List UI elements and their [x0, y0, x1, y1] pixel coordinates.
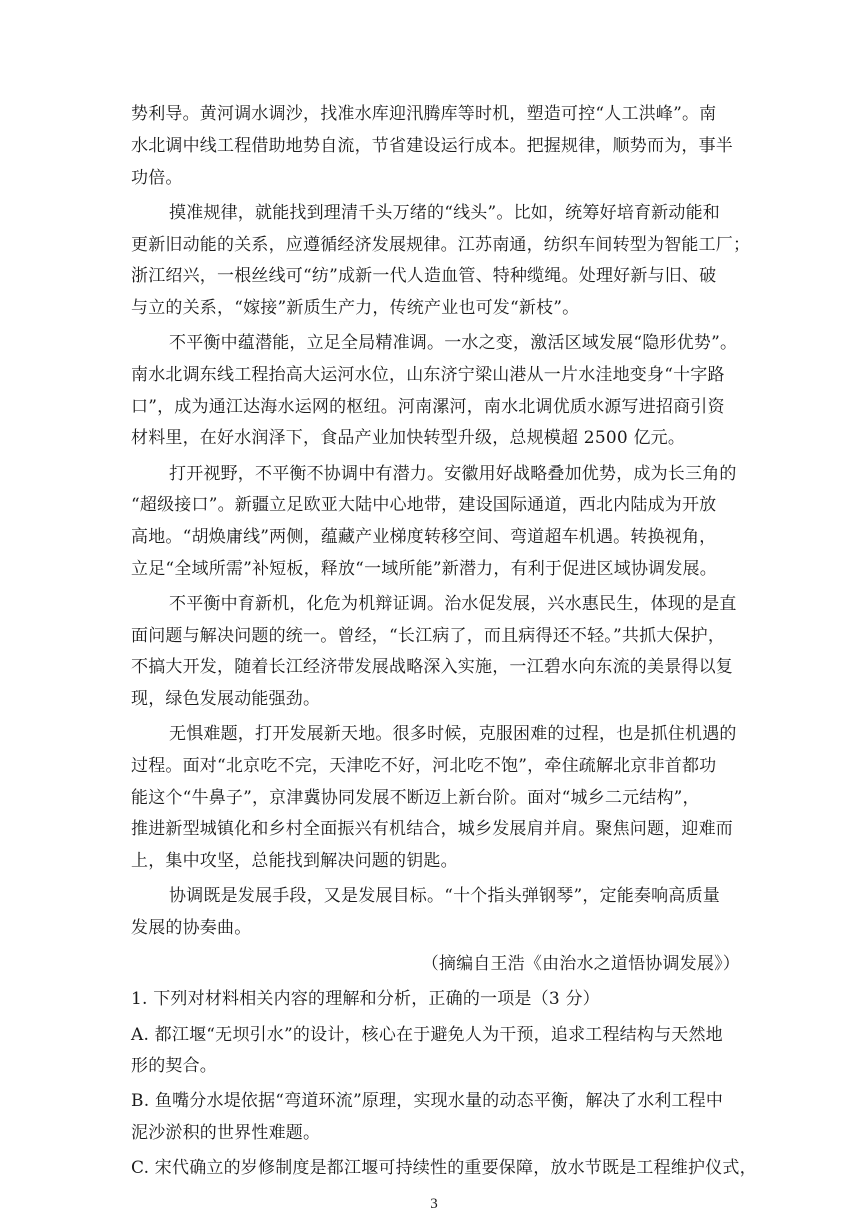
body-text-line: 面问题与解决问题的统一。曾经，“长江病了，而且病得还不轻。”共抓大保护， [131, 626, 726, 646]
body-text-line: 功倍。 [131, 168, 183, 188]
body-text-line: 口”，成为通江达海水运网的枢纽。河南漯河，南水北调优质水源写进招商引资 [131, 397, 725, 417]
option-b-line: 泥沙淤积的世界性难题。 [131, 1123, 321, 1143]
body-text-line: 不平衡中育新机，化危为机辩证调。治水促发展，兴水惠民生，体现的是直 [169, 594, 737, 614]
body-text-line: 发展的协奏曲。 [131, 918, 252, 938]
body-text-line: 南水北调东线工程抬高大运河水位，山东济宁梁山港从一片水洼地变身“十字路 [131, 365, 725, 385]
body-text-line: 摸准规律，就能找到理清千头万绪的“线头”。比如，统筹好培育新动能和 [169, 203, 720, 223]
option-c-line: C. 宋代确立的岁修制度是都江堰可持续性的重要保障，放水节既是工程维护仪式， [131, 1158, 757, 1178]
body-text-line: 更新旧动能的关系，应遵循经济发展规律。江苏南通，纺织车间转型为智能工厂； [131, 235, 751, 255]
body-text-line: 浙江绍兴，一根丝线可“纺”成新一代人造血管、特种缆绳。处理好新与旧、破 [131, 266, 717, 286]
body-text-line: 材料里，在好水润泽下，食品产业加快转型升级，总规模超 2500 亿元。 [131, 428, 686, 448]
body-text-line: 协调既是发展手段，又是发展目标。“十个指头弹钢琴”，定能奏响高质量 [169, 886, 720, 906]
body-text-line: 上，集中攻坚，总能找到解决问题的钥匙。 [131, 851, 458, 871]
body-text-line: 水北调中线工程借助地势自流，节省建设运行成本。把握规律，顺势而为，事半 [131, 136, 733, 156]
body-text-line: 过程。面对“北京吃不完，天津吃不好，河北吃不饱”，牵住疏解北京非首都功 [131, 756, 717, 776]
source-attribution: （摘编自王浩《由治水之道悟协调发展》） [421, 954, 740, 974]
body-text-line: “超级接口”。新疆立足欧亚大陆中心地带，建设国际通道，西北内陆成为开放 [131, 495, 717, 515]
body-text-line: 立足“全域所需”补短板，释放“一域所能”新潜力，有利于促进区域协调发展。 [131, 559, 717, 579]
question-stem: 1. 下列对材料相关内容的理解和分析，正确的一项是（3 分） [131, 989, 600, 1009]
body-text-line: 高地。“胡焕庸线”两侧，蕴藏产业梯度转移空间、弯道超车机遇。转换视角， [131, 527, 717, 547]
body-text-line: 无惧难题，打开发展新天地。很多时候，克服困难的过程，也是抓住机遇的 [169, 724, 737, 744]
body-text-line: 能这个“牛鼻子”，京津冀协同发展不断迈上新台阶。面对“城乡二元结构”， [131, 788, 700, 808]
page-number: 3 [430, 1196, 438, 1212]
body-text-line: 不搞大开发，随着长江经济带发展战略深入实施，一江碧水向东流的美景得以复 [131, 657, 733, 677]
body-text-line: 推进新型城镇化和乡村全面振兴有机结合，城乡发展肩并肩。聚焦问题，迎难而 [131, 819, 733, 839]
option-a-line: A. 都江堰“无坝引水”的设计，核心在于避免人为干预，追求工程结构与天然地 [131, 1025, 723, 1045]
body-text-line: 不平衡中蕴潜能，立足全局精准调。一水之变，激活区域发展“隐形优势”。 [169, 333, 738, 353]
body-text-line: 与立的关系，“嫁接”新质生产力，传统产业也可发“新枝”。 [131, 298, 580, 318]
option-b-line: B. 鱼嘴分水堤依据“弯道环流”原理，实现水量的动态平衡，解决了水利工程中 [131, 1091, 724, 1111]
option-a-line: 形的契合。 [131, 1056, 217, 1076]
body-text-line: 打开视野，不平衡不协调中有潜力。安徽用好战略叠加优势，成为长三角的 [169, 464, 737, 484]
body-text-line: 势利导。黄河调水调沙，找准水库迎汛腾库等时机，塑造可控“人工洪峰”。南 [131, 104, 717, 124]
body-text-line: 现，绿色发展动能强劲。 [131, 689, 321, 709]
